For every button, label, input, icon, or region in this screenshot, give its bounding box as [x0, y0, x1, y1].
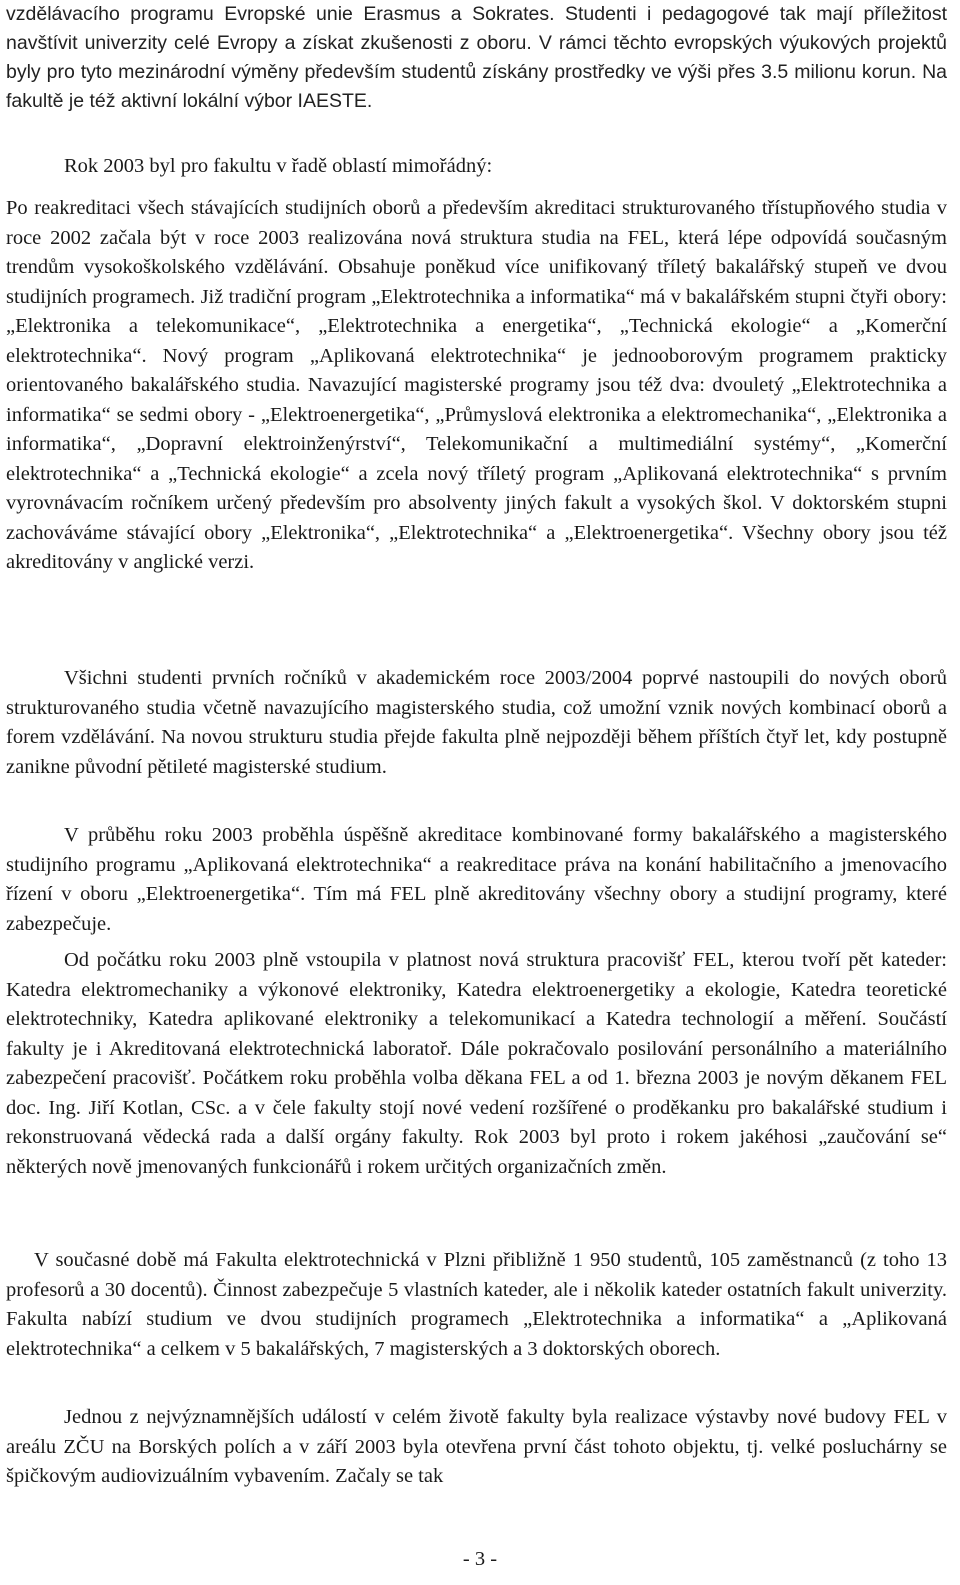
paragraph-first-year-students: Všichni studenti prvních ročníků v akademickém roce 2003/2004 poprvé nastoupili do nových oborů strukturovaného studia včetně navazujícího magisterského studia, což umožní vznik nových kombinací oborů a forem vzdělávání. Na novou strukturu studia přejde fakulta plně nejpozději během příštích čtyř let, kdy postupně zanikne původní pětileté magisterské studium. — [6, 667, 947, 778]
year-heading-line: Rok 2003 byl pro fakultu v řadě oblastí mimořádný: — [64, 155, 493, 177]
paragraph-new-building: Jednou z nejvýznamnějších událostí v celém životě fakulty byla realizace výstavby nové budovy FEL v areálu ZČU na Borských polích a v září 2003 byla otevřena první část tohoto objektu, tj. velké posluchárny se špičkovým audiovizuálním vybavením. Začaly se tak — [6, 1406, 947, 1487]
intro-paragraph: vzdělávacího programu Evropské unie Erasmus a Sokrates. Studenti i pedagogové tak mají příležitost navštívit univerzity celé Evropy a získat zkušenosti z oboru. V rámci těchto evropských výukových projektů byly pro tyto mezinárodní výměny především studentů získány prostředky ve výši přes 3.5 milionu korun. Na fakultě je též aktivní lokální výbor IAESTE. — [6, 3, 947, 112]
paragraph-accreditation: V průběhu roku 2003 proběhla úspěšně akreditace kombinované formy bakalářského a magisterského studijního programu „Aplikovaná elektrotechnika“ a reakreditace práva na konání habilitačního a jmenovacího řízení v oboru „Elektroenergetika“. Tím má FEL plně akreditovány všechny obory a studijní programy, které zabezpečuje. — [6, 824, 947, 935]
page-number: - 3 - — [462, 1548, 498, 1570]
paragraph-faculty-statistics: V současné době má Fakulta elektrotechnická v Plzni přibližně 1 950 studentů, 105 zaměstnanců (z toho 13 profesorů a 30 docentů). Činnost zabezpečuje 5 vlastních kateder, ale i několik kateder ostatních fakult univerzity. Fakulta nabízí studium ve dvou studijních programech „Elektrotechnika a informatika“ a „Aplikovaná elektrotechnika“ a celkem v 5 bakalářských, 7 magisterských a 3 doktorských oborech. — [6, 1249, 947, 1360]
paragraph-departments: Od počátku roku 2003 plně vstoupila v platnost nová struktura pracovišť FEL, kterou tvoří pět kateder: Katedra elektromechaniky a výkonové elektroniky, Katedra elektroenergetiky a ekologie, Katedra teoretické elektrotechniky, Katedra aplikované elektroniky a telekomunikací a Katedra technologií a měření. Součástí fakulty je i Akreditovaná elektrotechnická laboratoř. Dále pokračovalo posilování personálního a materiálního zabezpečení pracovišť. Počátkem roku proběhla volba děkana FEL a od 1. března 2003 je novým děkanem FEL doc. Ing. Jiří Kotlan, CSc. a v čele fakulty stojí nové vedení rozšířené o proděkanku pro bakalářské studium i rekonstruovaná vědecká rada a další orgány fakulty. Rok 2003 byl proto i rokem jakéhosi „zaučování se“ některých nově jmenovaných funkcionářů i rokem určitých organizačních změn. — [6, 949, 947, 1178]
paragraph-study-structure: Po reakreditaci všech stávajících studijních oborů a především akreditaci strukturovaného třístupňového studia v roce 2002 začala být v roce 2003 realizována nová struktura studia na FEL, která lépe odpovídá současným trendům vysokoškolského vzdělávání. Obsahuje poněkud více unifikovaný tříletý bakalářský stupeň ve dvou studijních programech. Již tradiční program „Elektrotechnika a informatika“ má v bakalářském stupni čtyři obory: „Elektronika a telekomunikace“, „Elektrotechnika a energetika“, „Technická ekologie“ a „Komerční elektrotechnika“. Nový program „Aplikovaná elektrotechnika“ je jednooborovým programem prakticky orientovaného bakalářského studia. Navazující magisterské programy jsou též dva: dvouletý „Elektrotechnika a informatika“ se sedmi obory - „Elektroenergetika“, „Průmyslová elektronika a elektromechanika“, „Elektronika a informatika“, „Dopravní elektroinženýrství“, Telekomunikační a multimediální systémy“, „Komerční elektrotechnika“ a „Technická ekologie“ a zcela nový tříletý program „Aplikovaná elektrotechnika“ s prvním vyrovnávacím ročníkem určený především pro absolventy jiných fakult a vysokých škol. V doktorském stupni zachováváme stávající obory „Elektronika“, „Elektrotechnika“ a „Elektroenergetika“. Všechny obory jsou též akreditovány v anglické verzi. — [6, 197, 947, 573]
